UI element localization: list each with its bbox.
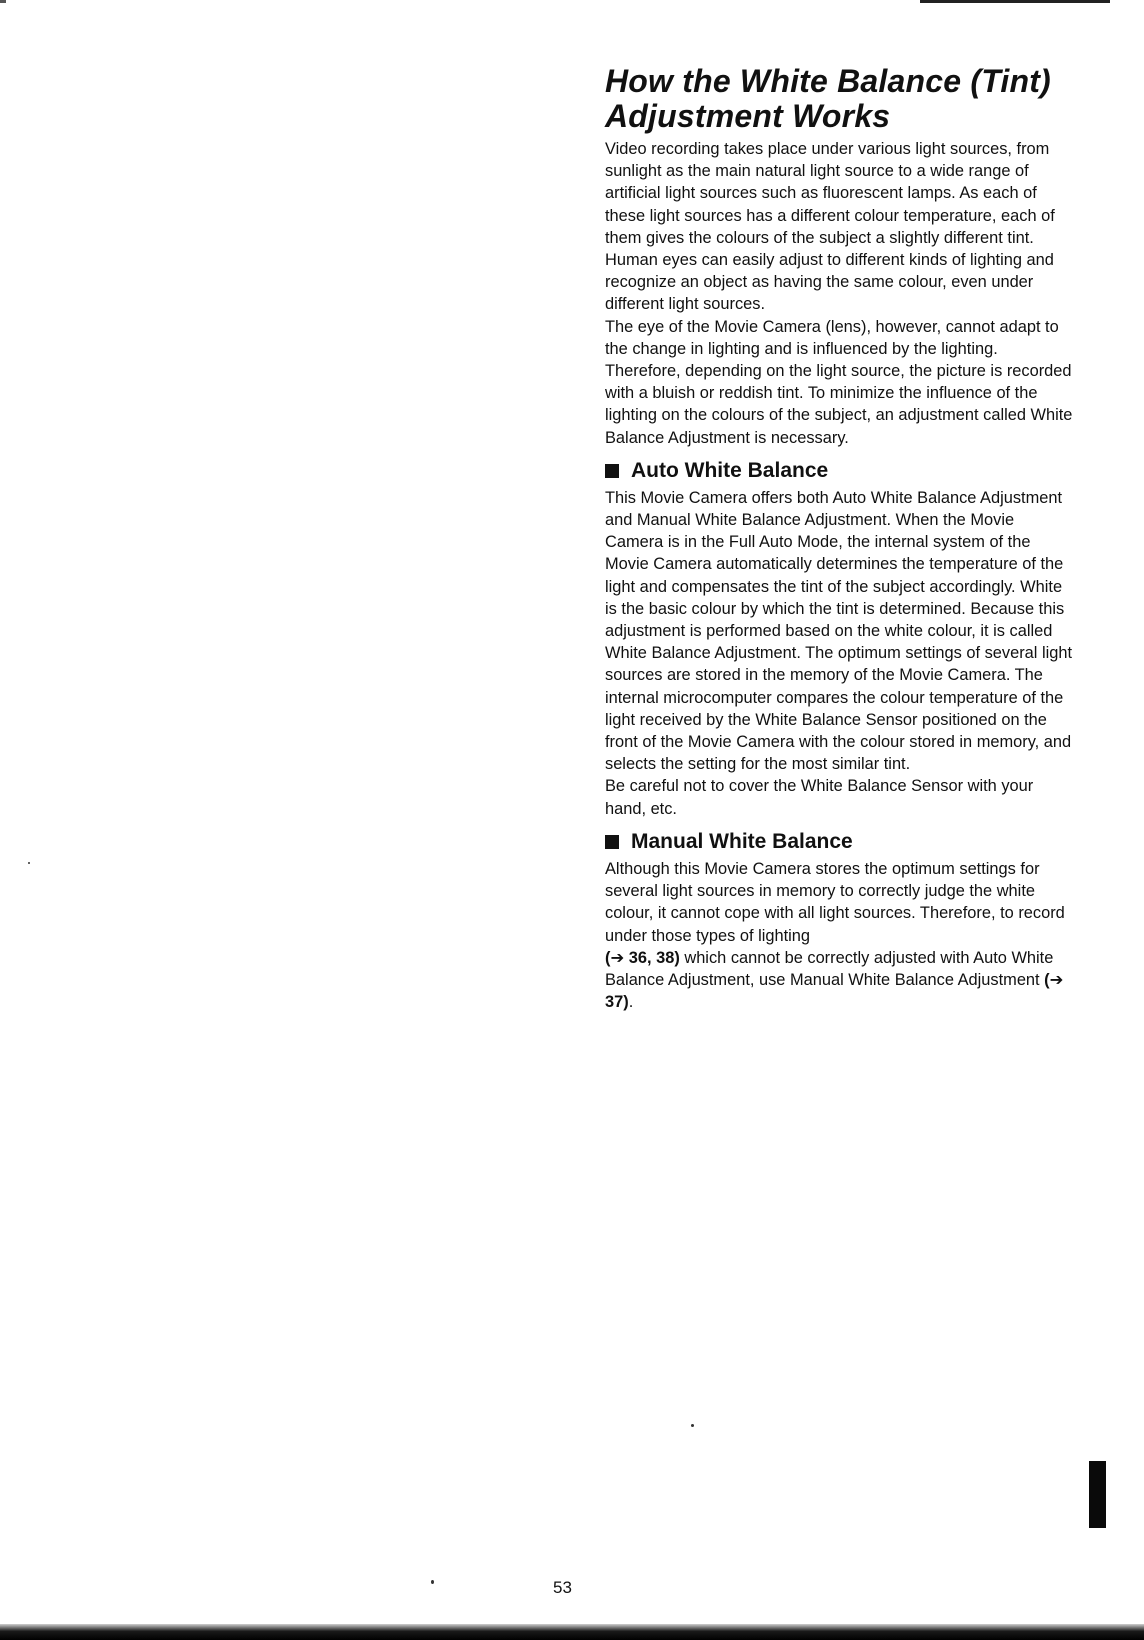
article — [605, 64, 1075, 1013]
page-ref-arrow-icon: (➔ — [1044, 970, 1064, 989]
manual-paragraph-2-text: which cannot be correctly adjusted with Auto White Balance Adjustment, use Manual White Balance Adjustment — [605, 948, 1054, 989]
manual-paragraph-2 — [605, 947, 1075, 1014]
manual-paragraph-1: Although this Movie Camera stores the optimum settings for several light sources in memory to correctly judge the white colour, it cannot cope with all light sources. Therefore, to record under those types of lighting — [605, 859, 1065, 945]
scan-bottom-edge — [0, 1624, 1144, 1640]
header-rule — [920, 0, 1110, 3]
page-reference: 36, 38) — [628, 948, 680, 967]
manual-white-balance-heading — [605, 828, 1075, 856]
scan-speck — [431, 1580, 434, 1584]
scan-edge-mark — [0, 0, 6, 3]
auto-white-balance-heading-text: Auto White Balance — [631, 458, 829, 482]
manual-white-balance-heading-text: Manual White Balance — [631, 829, 853, 853]
intro-paragraph-1: Video recording takes place under various light sources, from sunlight as the main natural light source to a wide range of artificial light sources such as fluorescent lamps. As each of these light sources has a different colour temperature, each of them gives the colours of the subject a slightly different tint. — [605, 140, 1055, 247]
thumb-index-tab — [1089, 1461, 1106, 1528]
scan-speck — [28, 862, 30, 864]
auto-paragraph-2: Be careful not to cover the White Balance Sensor with your hand, etc. — [605, 777, 1034, 818]
square-bullet-icon — [605, 835, 619, 849]
auto-white-balance-heading — [605, 457, 1075, 485]
page-ref-arrow-icon: (➔ — [605, 948, 625, 967]
page-number: 53 — [553, 1578, 572, 1597]
intro-paragraph-2: Human eyes can easily adjust to different kinds of lighting and recognize an object as having the same colour, even under different light sources. — [605, 251, 1054, 314]
square-bullet-icon — [605, 464, 619, 478]
manual-paragraph-2-end: . — [628, 993, 634, 1012]
page-reference: 37) — [605, 993, 629, 1012]
scan-speck — [691, 1424, 694, 1427]
page-title: How the White Balance (Tint) Adjustment Works — [605, 63, 1051, 134]
intro-paragraph-3: The eye of the Movie Camera (lens), however, cannot adapt to the change in lighting and is influenced by the lighting. Therefore, depending on the light source, the picture is recorded with a bluish or reddish tint. To minimize the influence of the lighting on the colours of the subject, an adjustment called White Balance Adjustment is necessary. — [605, 317, 1073, 447]
auto-paragraph-1: This Movie Camera offers both Auto White Balance Adjustment and Manual White Balance Adjustment. When the Movie Camera is in the Full Auto Mode, the internal system of the Movie Camera automatically determines the temperature of the light and compensates the tint of the subject accordingly. White is the basic colour by which the tint is determined. Because this adjustment is performed based on the white colour, it is called White Balance Adjustment. The optimum settings of several light sources are stored in the memory of the Movie Camera. The internal microcomputer compares the colour temperature of the light received by the White Balance Sensor positioned on the front of the Movie Camera with the colour stored in memory, and selects the setting for the most similar tint. — [605, 488, 1073, 774]
